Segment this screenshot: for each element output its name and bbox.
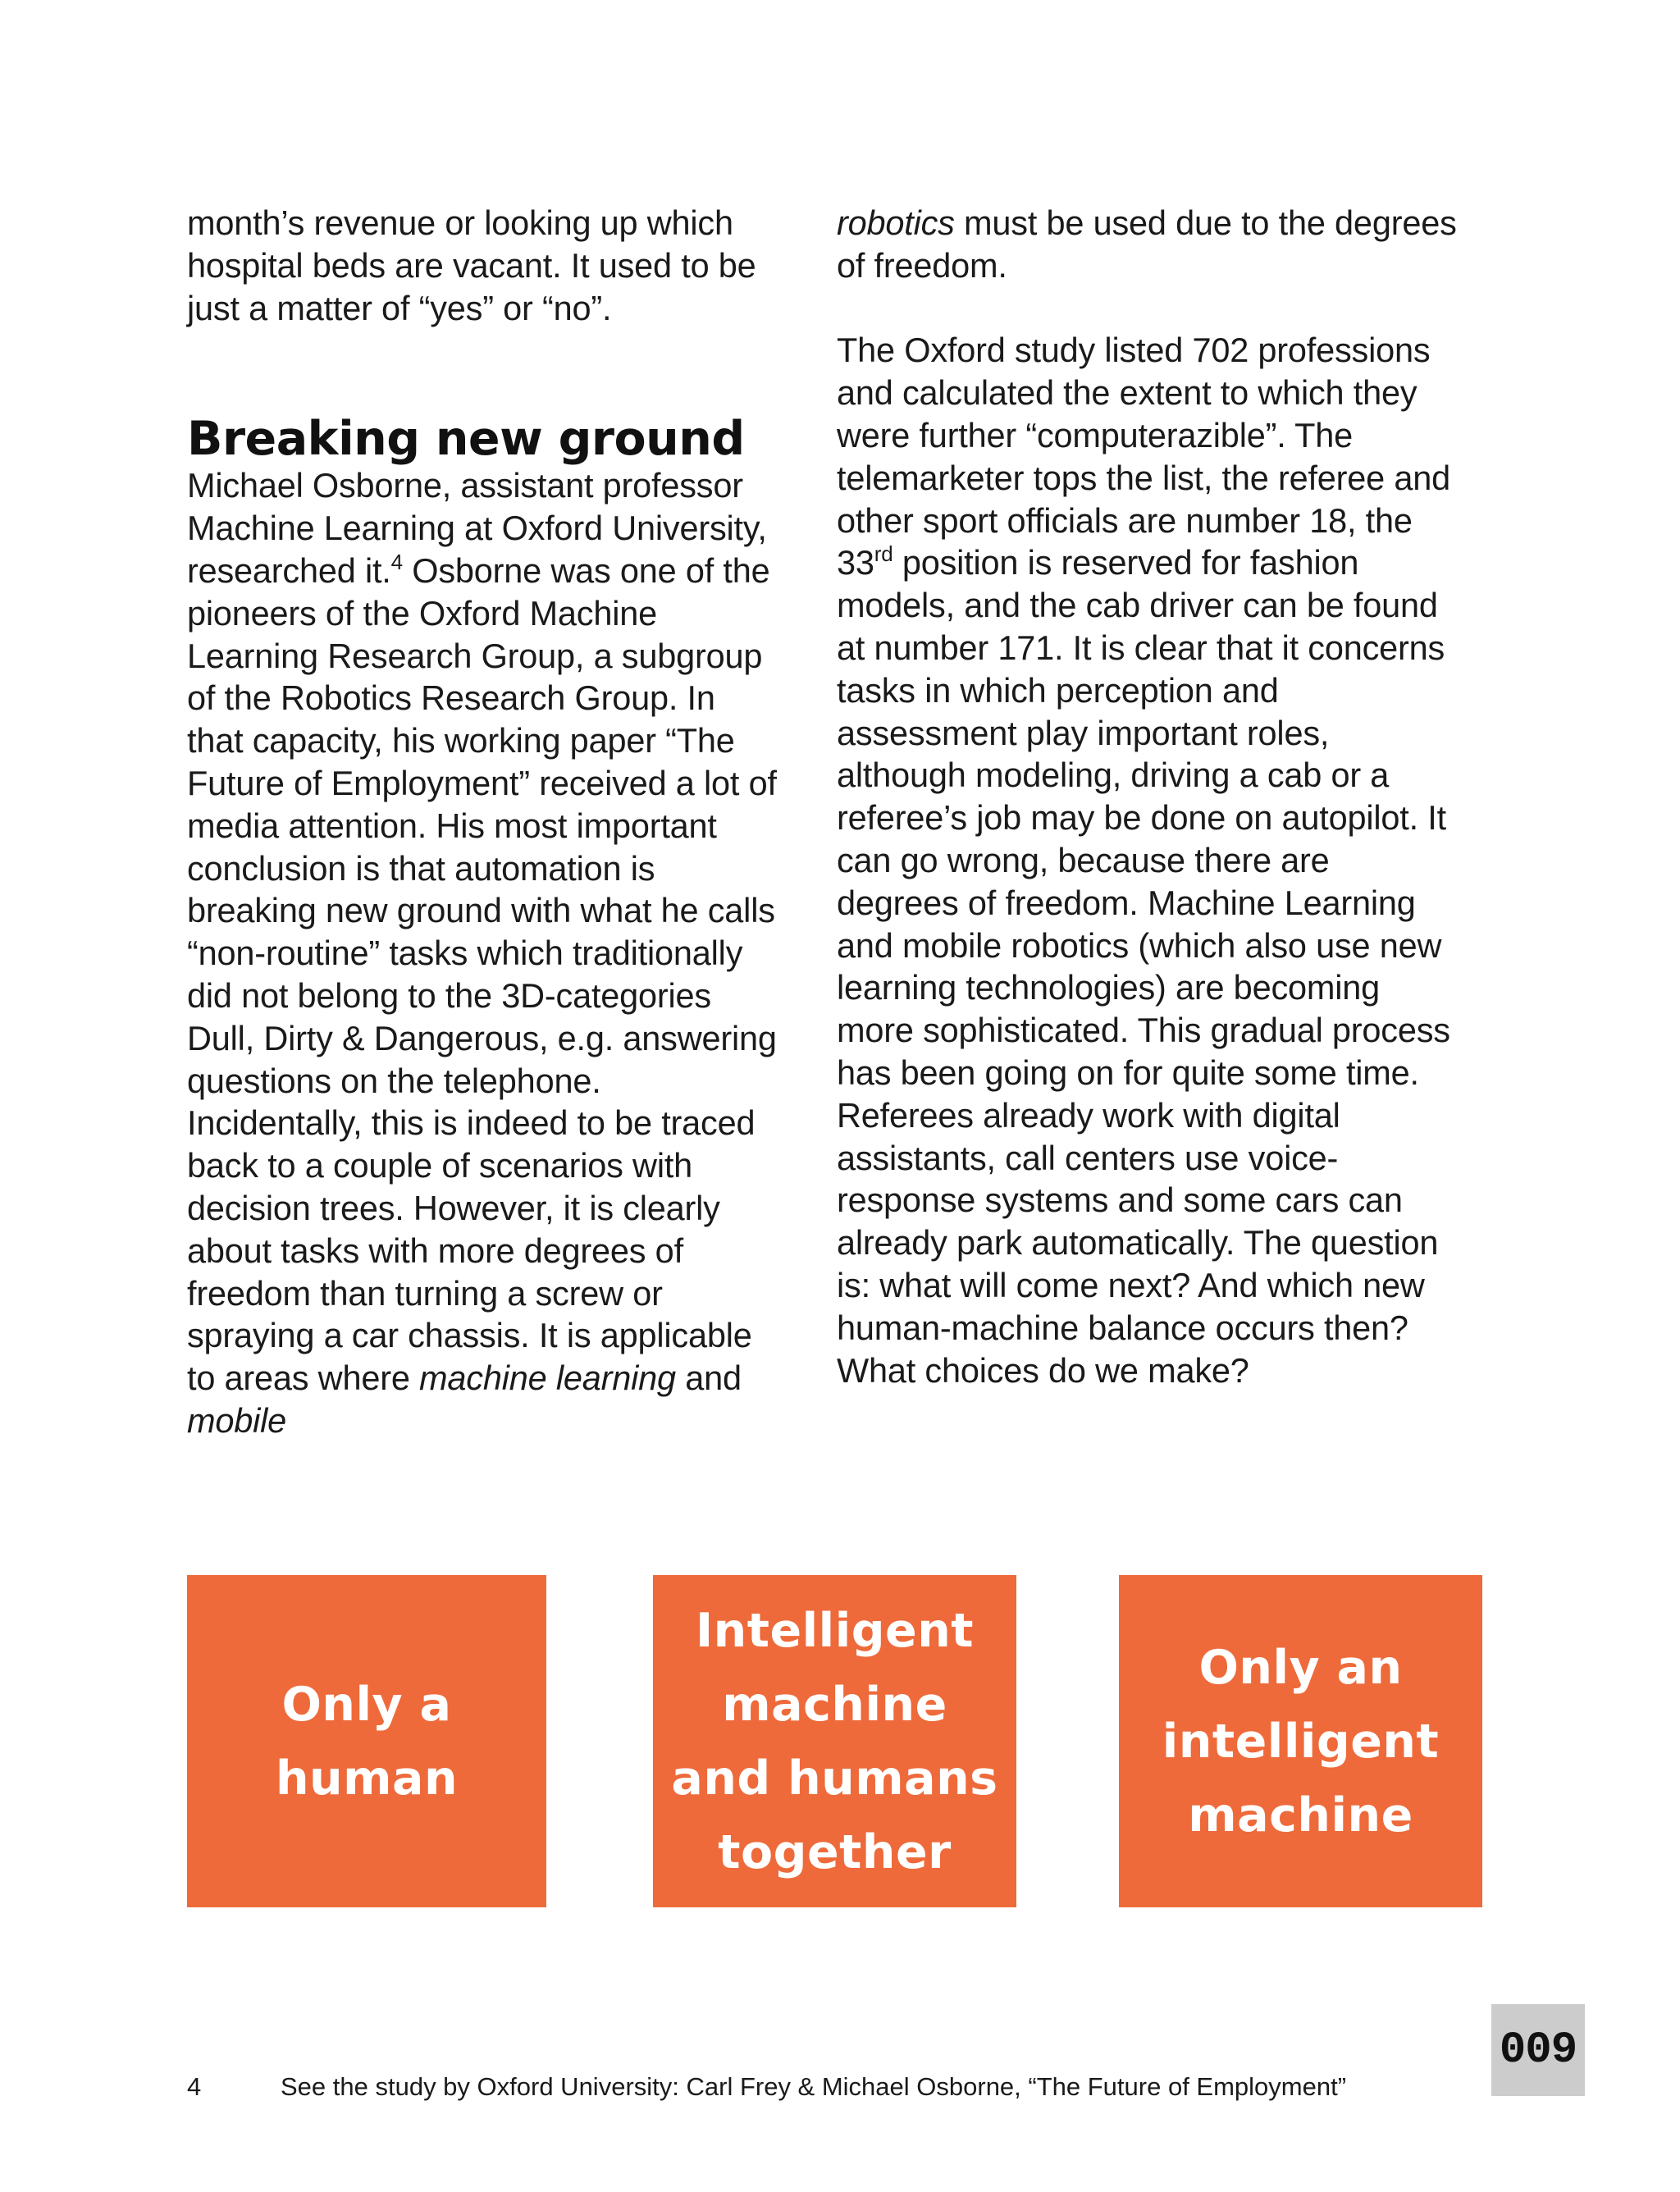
continuation-paragraph — [837, 202, 1460, 287]
box-only-machine-label: Only an intelligent machine — [1162, 1640, 1440, 1843]
body-text-part1: Michael Osborne, assistant professor Machine Learning at Oxford University, researched it. — [187, 466, 767, 590]
italic-machine-learning: machine learning — [419, 1359, 676, 1398]
continuation-text: must be used due to the degrees of freedom. — [837, 203, 1457, 285]
left-column — [187, 202, 778, 1442]
box-machine-and-humans — [653, 1575, 1016, 1907]
oxford-study-paragraph — [837, 329, 1460, 1391]
page-number: 009 — [1491, 2004, 1585, 2096]
box-only-machine — [1119, 1575, 1482, 1907]
body-text-part2: Osborne was one of the pioneers of the Oxford Machine Learning Research Group, a subgroup of the Robotics Research Group. In that capacity, his working paper “The Future of Employment” received a lot of media attention. His most important conclusion is that automation is breaking new ground with what he calls “non-routine” tasks which traditionally did not belong to the 3D-categories Dull, Dirty & Dangerous, e.g. answering questions on the telephone. Incidentally, this is indeed to be traced back to a couple of scenarios with decision trees. However, it is clearly about tasks with more degrees of freedom than turning a screw or spraying a car chassis. It is applicable to areas where — [187, 550, 777, 1398]
box-only-human — [187, 1575, 546, 1907]
right-column — [837, 202, 1460, 1391]
ordinal-suffix: rd — [874, 541, 893, 567]
footnote-number: 4 — [187, 2072, 202, 2101]
section-heading: Breaking new ground — [187, 412, 745, 467]
oxford-text-part1: The Oxford study listed 702 professions and calculated the extent to which they were further “computerazible”. The telemarketer tops the list, the referee and other sport officials are number 18, the 33 — [837, 331, 1451, 582]
footnote-text: See the study by Oxford University: Carl Frey & Michael Osborne, “The Future of Employment” — [281, 2072, 1347, 2101]
body-paragraph-left — [187, 464, 778, 1441]
box-only-human-label: Only a human — [275, 1677, 459, 1806]
oxford-text-part2: position is reserved for fashion models, and the cab driver can be found at number 171. It is clear that it concerns tasks in which perception and assessment play important roles, although modeling, driving a cab or a referee’s job may be done on autopilot. It can go wrong, because there are degrees of freedom. Machine Learning and mobile robotics (which also use new learning technologies) are becoming more sophisticated. This gradual process has been going on for quite some time. Referees already work with digital assistants, call centers use voice-response systems and some cars can already park automatically. The question is: what will come next? And which new human-machine balance occurs then? What choices do we make? — [837, 543, 1450, 1390]
box-machine-and-humans-label: Intelligent machine and humans together — [671, 1603, 998, 1879]
italic-mobile: mobile — [187, 1400, 287, 1440]
italic-robotics: robotics — [837, 203, 955, 242]
intro-paragraph: month’s revenue or looking up which hospital beds are vacant. It used to be just a matter of “yes” or “no”. — [187, 203, 756, 327]
footnote-reference[interactable]: 4 — [390, 549, 403, 574]
connector-and: and — [675, 1359, 742, 1398]
